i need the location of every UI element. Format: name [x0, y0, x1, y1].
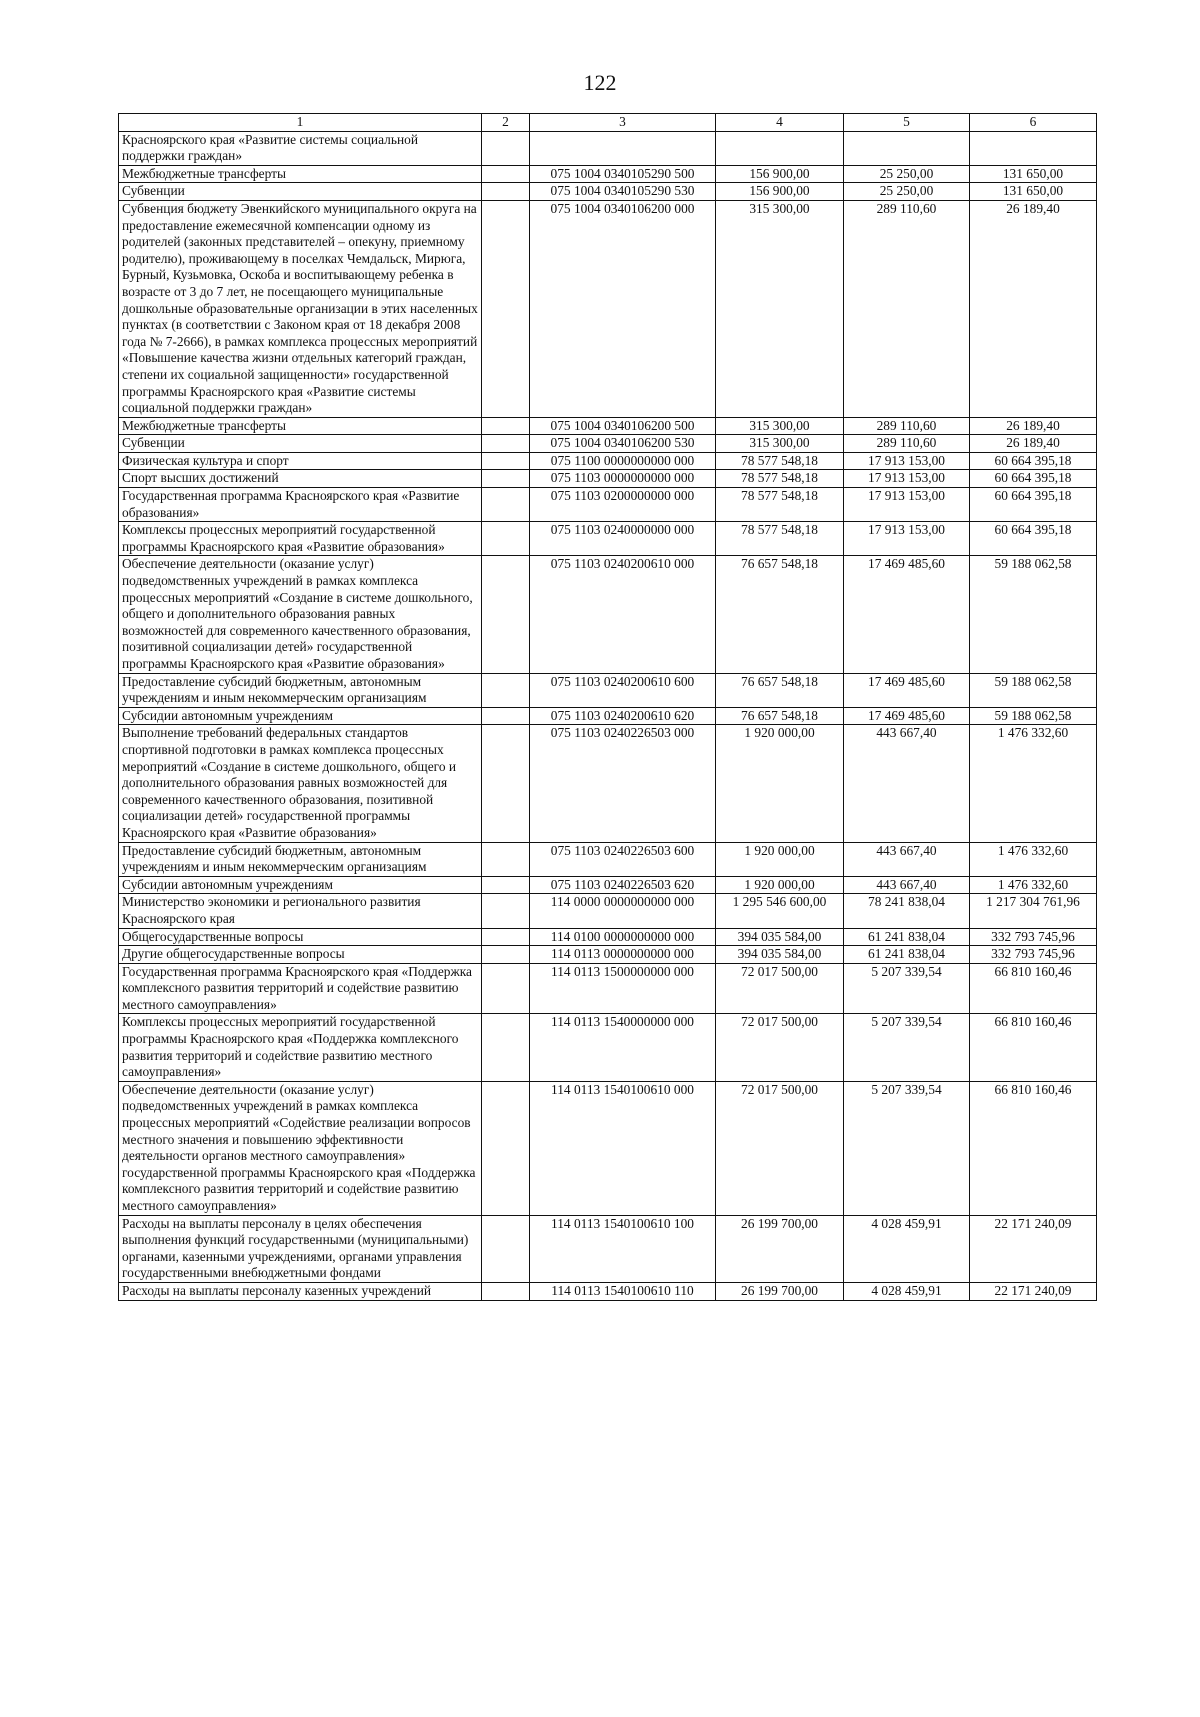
row-value-5: 25 250,00: [844, 183, 970, 201]
row-value-6: 26 189,40: [970, 417, 1097, 435]
row-value-5: 5 207 339,54: [844, 963, 970, 1014]
row-value-4: 1 920 000,00: [716, 842, 844, 876]
row-value-6: 1 476 332,60: [970, 876, 1097, 894]
row-column-2: [482, 876, 530, 894]
table-row: [119, 522, 1097, 556]
row-value-6: 332 793 745,96: [970, 946, 1097, 964]
column-header-1: 1: [119, 114, 482, 132]
row-budget-code: 075 1103 0240226503 000: [530, 725, 716, 842]
row-value-4: 72 017 500,00: [716, 1014, 844, 1081]
row-value-6: 60 664 395,18: [970, 488, 1097, 522]
row-description: Субсидии автономным учреждениям: [119, 707, 482, 725]
row-value-4: 72 017 500,00: [716, 963, 844, 1014]
row-value-4: 1 920 000,00: [716, 876, 844, 894]
row-budget-code: 114 0113 1540100610 110: [530, 1282, 716, 1300]
row-value-5: 289 110,60: [844, 200, 970, 417]
row-description: Министерство экономики и регионального развития Красноярского края: [119, 894, 482, 928]
row-value-4: 26 199 700,00: [716, 1215, 844, 1282]
table-row: [119, 435, 1097, 453]
row-description: Государственная программа Красноярского края «Поддержка комплексного развития территорий и содействие развитию местного самоуправления»: [119, 963, 482, 1014]
row-description: Предоставление субсидий бюджетным, автономным учреждениям и иным некоммерческим организациям: [119, 842, 482, 876]
row-value-5: 289 110,60: [844, 435, 970, 453]
row-budget-code: 075 1004 0340105290 530: [530, 183, 716, 201]
row-column-2: [482, 522, 530, 556]
table-row: [119, 673, 1097, 707]
table-row: [119, 417, 1097, 435]
row-value-4: 76 657 548,18: [716, 556, 844, 673]
row-value-5: 17 469 485,60: [844, 556, 970, 673]
row-description: Другие общегосударственные вопросы: [119, 946, 482, 964]
row-value-5: 78 241 838,04: [844, 894, 970, 928]
row-value-4: 1 920 000,00: [716, 725, 844, 842]
table-row: [119, 928, 1097, 946]
row-column-2: [482, 183, 530, 201]
row-value-4: 78 577 548,18: [716, 452, 844, 470]
row-value-5: 17 913 153,00: [844, 522, 970, 556]
row-description: Общегосударственные вопросы: [119, 928, 482, 946]
table-row: [119, 183, 1097, 201]
row-description: Обеспечение деятельности (оказание услуг) подведомственных учреждений в рамках комплекса процессных мероприятий «Создание в системе дошкольного, общего и дополнительного образования равных возможностей для современного качественного образования, позитивной социализации детей» государственной программы Красноярского края «Развитие образования»: [119, 556, 482, 673]
row-value-6: 332 793 745,96: [970, 928, 1097, 946]
row-budget-code: 075 1103 0200000000 000: [530, 488, 716, 522]
row-column-2: [482, 1215, 530, 1282]
row-value-4: 78 577 548,18: [716, 470, 844, 488]
table-row: [119, 556, 1097, 673]
row-value-6: 1 217 304 761,96: [970, 894, 1097, 928]
row-value-6: 66 810 160,46: [970, 1081, 1097, 1215]
row-column-2: [482, 131, 530, 165]
table-row: [119, 1215, 1097, 1282]
table-row: [119, 131, 1097, 165]
row-value-6: 131 650,00: [970, 183, 1097, 201]
row-budget-code: 114 0100 0000000000 000: [530, 928, 716, 946]
row-column-2: [482, 725, 530, 842]
row-description: Расходы на выплаты персоналу казенных учреждений: [119, 1282, 482, 1300]
row-description: Государственная программа Красноярского края «Развитие образования»: [119, 488, 482, 522]
row-value-6: 26 189,40: [970, 200, 1097, 417]
table-row: [119, 725, 1097, 842]
row-value-5: 17 469 485,60: [844, 707, 970, 725]
row-value-5: 17 913 153,00: [844, 488, 970, 522]
table-row: [119, 894, 1097, 928]
row-description: Спорт высших достижений: [119, 470, 482, 488]
row-value-6: 22 171 240,09: [970, 1215, 1097, 1282]
row-value-5: 289 110,60: [844, 417, 970, 435]
row-value-5: 61 241 838,04: [844, 946, 970, 964]
row-value-5: 17 913 153,00: [844, 452, 970, 470]
row-description: Выполнение требований федеральных стандартов спортивной подготовки в рамках комплекса процессных мероприятий «Создание в системе дошкольного, общего и дополнительного образования равных возможностей для современного качественного образования, позитивной социализации детей» государственной программы Красноярского края «Развитие образования»: [119, 725, 482, 842]
row-description: Расходы на выплаты персоналу в целях обеспечения выполнения функций государственными (муниципальными) органами, казенными учреждениями, органами управления государственными внебюджетными фондами: [119, 1215, 482, 1282]
row-column-2: [482, 894, 530, 928]
row-column-2: [482, 452, 530, 470]
row-column-2: [482, 165, 530, 183]
row-value-5: 17 913 153,00: [844, 470, 970, 488]
row-value-6: 59 188 062,58: [970, 556, 1097, 673]
row-value-5: 443 667,40: [844, 876, 970, 894]
table-row: [119, 707, 1097, 725]
row-value-4: 78 577 548,18: [716, 522, 844, 556]
row-budget-code: 114 0113 1500000000 000: [530, 963, 716, 1014]
row-budget-code: 114 0000 0000000000 000: [530, 894, 716, 928]
row-value-5: 4 028 459,91: [844, 1282, 970, 1300]
row-budget-code: 075 1004 0340106200 500: [530, 417, 716, 435]
row-value-6: 59 188 062,58: [970, 707, 1097, 725]
row-budget-code: 075 1103 0240200610 600: [530, 673, 716, 707]
row-value-4: 315 300,00: [716, 435, 844, 453]
row-value-4: 156 900,00: [716, 183, 844, 201]
row-description: Предоставление субсидий бюджетным, автономным учреждениям и иным некоммерческим организациям: [119, 673, 482, 707]
row-value-6: 22 171 240,09: [970, 1282, 1097, 1300]
table-row: [119, 488, 1097, 522]
table-row: [119, 842, 1097, 876]
row-value-4: 315 300,00: [716, 417, 844, 435]
row-description: Обеспечение деятельности (оказание услуг) подведомственных учреждений в рамках комплекса процессных мероприятий «Содействие реализации вопросов местного значения и повышению эффективности деятельности органов местного самоуправления» государственной программы Красноярского края «Поддержка комплексного развития территорий и содействие развитию местного самоуправления»: [119, 1081, 482, 1215]
row-budget-code: 114 0113 1540100610 000: [530, 1081, 716, 1215]
row-description: Субвенции: [119, 183, 482, 201]
row-budget-code: 075 1103 0000000000 000: [530, 470, 716, 488]
table-row: [119, 876, 1097, 894]
row-description: Комплексы процессных мероприятий государственной программы Красноярского края «Поддержка комплексного развития территорий и содействие развитию местного самоуправления»: [119, 1014, 482, 1081]
row-column-2: [482, 200, 530, 417]
row-value-5: 17 469 485,60: [844, 673, 970, 707]
table-row: [119, 470, 1097, 488]
row-budget-code: 114 0113 1540000000 000: [530, 1014, 716, 1081]
row-value-6: 1 476 332,60: [970, 725, 1097, 842]
row-value-5: 443 667,40: [844, 842, 970, 876]
column-header-4: 4: [716, 114, 844, 132]
row-column-2: [482, 1014, 530, 1081]
row-value-4: 156 900,00: [716, 165, 844, 183]
row-budget-code: 075 1103 0240226503 620: [530, 876, 716, 894]
row-description: Комплексы процессных мероприятий государственной программы Красноярского края «Развитие образования»: [119, 522, 482, 556]
row-value-4: 26 199 700,00: [716, 1282, 844, 1300]
table-row: [119, 963, 1097, 1014]
row-budget-code: 114 0113 0000000000 000: [530, 946, 716, 964]
row-column-2: [482, 488, 530, 522]
column-header-3: 3: [530, 114, 716, 132]
row-budget-code: 075 1103 0240000000 000: [530, 522, 716, 556]
row-description: Межбюджетные трансферты: [119, 165, 482, 183]
row-budget-code: [530, 131, 716, 165]
row-value-4: 72 017 500,00: [716, 1081, 844, 1215]
row-budget-code: 075 1103 0240226503 600: [530, 842, 716, 876]
row-value-5: 5 207 339,54: [844, 1081, 970, 1215]
row-value-4: 394 035 584,00: [716, 928, 844, 946]
row-value-4: 78 577 548,18: [716, 488, 844, 522]
row-value-6: 66 810 160,46: [970, 963, 1097, 1014]
row-value-5: [844, 131, 970, 165]
table-row: [119, 165, 1097, 183]
page-number: 122: [583, 70, 617, 95]
row-value-5: 61 241 838,04: [844, 928, 970, 946]
row-value-5: 5 207 339,54: [844, 1014, 970, 1081]
row-column-2: [482, 946, 530, 964]
row-value-6: 66 810 160,46: [970, 1014, 1097, 1081]
row-column-2: [482, 556, 530, 673]
row-value-6: 131 650,00: [970, 165, 1097, 183]
column-header-2: 2: [482, 114, 530, 132]
row-column-2: [482, 928, 530, 946]
row-value-6: 60 664 395,18: [970, 522, 1097, 556]
header-row: [119, 114, 1097, 132]
row-budget-code: 075 1004 0340105290 500: [530, 165, 716, 183]
row-budget-code: 075 1103 0240200610 000: [530, 556, 716, 673]
table-row: [119, 1081, 1097, 1215]
table-header: [119, 114, 1097, 132]
column-header-5: 5: [844, 114, 970, 132]
table-body: [119, 131, 1097, 1300]
row-column-2: [482, 417, 530, 435]
table-row: [119, 1014, 1097, 1081]
row-column-2: [482, 963, 530, 1014]
row-description: Субсидии автономным учреждениям: [119, 876, 482, 894]
row-budget-code: 075 1100 0000000000 000: [530, 452, 716, 470]
row-budget-code: 075 1004 0340106200 530: [530, 435, 716, 453]
row-value-4: 1 295 546 600,00: [716, 894, 844, 928]
row-value-5: 4 028 459,91: [844, 1215, 970, 1282]
row-value-4: [716, 131, 844, 165]
row-description: Субвенции: [119, 435, 482, 453]
row-value-4: 76 657 548,18: [716, 673, 844, 707]
row-description: Красноярского края «Развитие системы социальной поддержки граждан»: [119, 131, 482, 165]
budget-table: [118, 113, 1097, 1301]
row-value-5: 443 667,40: [844, 725, 970, 842]
row-value-4: 394 035 584,00: [716, 946, 844, 964]
row-budget-code: 114 0113 1540100610 100: [530, 1215, 716, 1282]
row-value-4: 76 657 548,18: [716, 707, 844, 725]
table-row: [119, 946, 1097, 964]
row-value-5: 25 250,00: [844, 165, 970, 183]
row-column-2: [482, 1081, 530, 1215]
row-value-6: [970, 131, 1097, 165]
row-column-2: [482, 707, 530, 725]
row-value-6: 1 476 332,60: [970, 842, 1097, 876]
row-value-6: 60 664 395,18: [970, 470, 1097, 488]
column-header-6: 6: [970, 114, 1097, 132]
row-value-6: 26 189,40: [970, 435, 1097, 453]
row-column-2: [482, 673, 530, 707]
table-row: [119, 452, 1097, 470]
row-column-2: [482, 1282, 530, 1300]
row-value-6: 59 188 062,58: [970, 673, 1097, 707]
row-budget-code: 075 1103 0240200610 620: [530, 707, 716, 725]
row-column-2: [482, 470, 530, 488]
row-column-2: [482, 842, 530, 876]
table-row: [119, 200, 1097, 417]
row-value-4: 315 300,00: [716, 200, 844, 417]
row-description: Физическая культура и спорт: [119, 452, 482, 470]
row-column-2: [482, 435, 530, 453]
row-description: Субвенция бюджету Эвенкийского муниципального округа на предоставление ежемесячной компенсации одному из родителей (законных представителей – опекуну, приемному родителю), проживающему в поселках Чемдальск, Мирюга, Бурный, Кузьмовка, Оскоба и воспитывающему ребенка в возрасте от 3 до 7 лет, не посещающего муниципальные дошкольные образовательные организации в этих населенных пунктах (в соответствии с Законом края от 18 декабря 2008 года № 7-2666), в рамках комплекса процессных мероприятий «Повышение качества жизни отдельных категорий граждан, степени их социальной защищенности» государственной программы Красноярского края «Развитие системы социальной поддержки граждан»: [119, 200, 482, 417]
row-value-6: 60 664 395,18: [970, 452, 1097, 470]
row-description: Межбюджетные трансферты: [119, 417, 482, 435]
row-budget-code: 075 1004 0340106200 000: [530, 200, 716, 417]
table-row: [119, 1282, 1097, 1300]
